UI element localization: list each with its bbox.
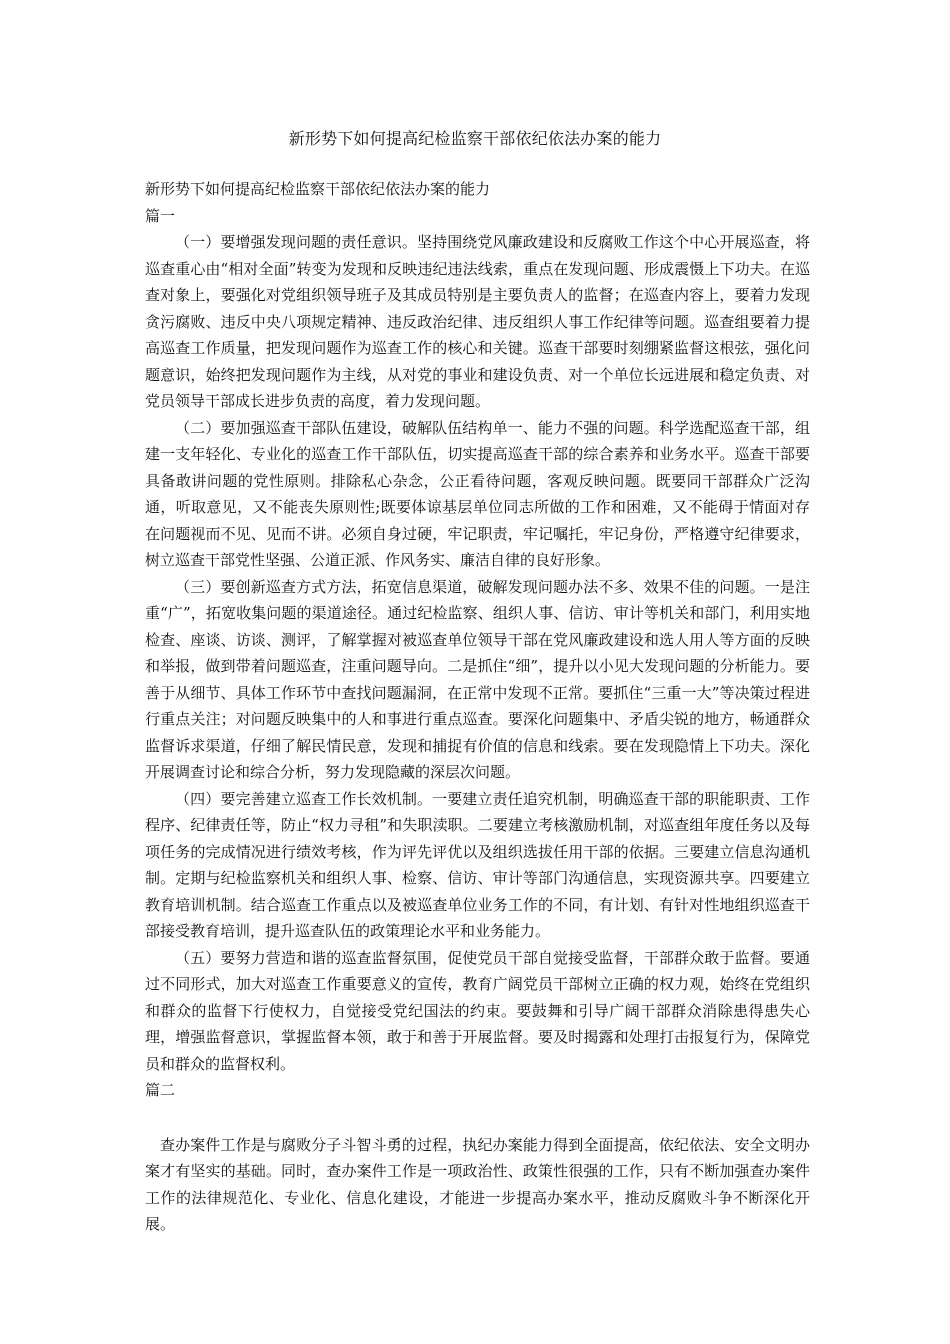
document-title: 新形势下如何提高纪检监察干部依纪依法办案的能力 [288,129,662,148]
paragraph-6: 查办案件工作是与腐败分子斗智斗勇的过程，执纪办案能力得到全面提高，依纪依法、安全文明办案才有坚实的基础。同时，查办案件工作是一项政治性、政策性很强的工作，只有不断加强查办案件工作的法律规范化、专业化、信息化建设，才能进一步提高办案水平，推动反腐败斗争不断深化开展。 [145,1135,810,1233]
paragraph-1: （一）要增强发现问题的责任意识。坚持围绕党风廉政建设和反腐败工作这个中心开展巡查，将巡查重心由“相对全面”转变为发现和反映违纪违法线索，重点在发现问题、形成震慑上下功夫。在巡查对象上，要强化对党组织领导班子及其成员特别是主要负责人的监督；在巡查内容上，要着力发现贪污腐败、违反中央八项规定精神、违反政治纪律、违反组织人事工作纪律等问题。巡查组要着力提高巡查工作质量，把发现问题作为巡查工作的核心和关键。巡查干部要时刻绷紧监督这根弦，强化问题意识，始终把发现问题作为主线，从对党的事业和建设负责、对一个单位长远进展和稳定负责、对党员领导干部成长进步负责的高度，着力发现问题。 [145,233,810,410]
section-gap [145,1104,810,1132]
paragraph-3: （三）要创新巡查方式方法，拓宽信息渠道，破解发现问题办法不多、效果不佳的问题。一是注重“广”，拓宽收集问题的渠道途径。通过纪检监察、组织人事、信访、审计等机关和部门，利用实地检查、座谈、访谈、测评，了解掌握对被巡查单位领导干部在党风廉政建设和选人用人等方面的反映和举报，做到带着问题巡查，注重问题导向。二是抓住“细”，提升以小见大发现问题的分析能力。要善于从细节、具体工作环节中查找问题漏洞，在正常中发现不正常。要抓住“三重一大”等决策过程进行重点关注；对问题反映集中的人和事进行重点巡查。要深化问题集中、矛盾尖锐的地方，畅通群众监督诉求渠道，仔细了解民情民意，发现和捕捉有价值的信息和线索。要在发现隐情上下功夫。深化开展调查讨论和综合分析，努力发现隐藏的深层次问题。 [145,577,810,781]
section-heading-1: 篇一 [145,206,176,225]
paragraph-4: （四）要完善建立巡查工作长效机制。一要建立责任追究机制，明确巡查干部的职能职责、工作程序、纪律责任等，防止“权力寻租”和失职渎职。二要建立考核激励机制，对巡查组年度任务以及每项任务的完成情况进行绩效考核，作为评先评优以及组织选拔任用干部的依据。三要建立信息沟通机制。定期与纪检监察机关和组织人事、检察、信访、审计等部门沟通信息，实现资源共享。四要建立教育培训机制。结合巡查工作重点以及被巡查单位业务工作的不同，有计划、有针对性地组织巡查干部接受教育培训，提升巡查队伍的政策理论水平和业务能力。 [145,789,810,940]
document-subtitle: 新形势下如何提高纪检监察干部依纪依法办案的能力 [145,180,491,198]
paragraph-2: （二）要加强巡查干部队伍建设，破解队伍结构单一、能力不强的问题。科学选配巡查干部，组建一支年轻化、专业化的巡查工作干部队伍，切实提高巡查干部的综合素养和业务水平。巡查干部要具备敢讲问题的党性原则。排除私心杂念，公正看待问题，客观反映问题。既要同干部群众广泛沟通，听取意见，又不能丧失原则性;既要体谅基层单位同志所做的工作和困难，又不能碍于情面对存在问题视而不见、见而不讲。必须自身过硬，牢记职责，牢记嘱托，牢记身份，严格遵守纪律要求，树立巡查干部党性坚强、公道正派、作风务实、廉洁自律的良好形象。 [145,418,810,569]
section-heading-2: 篇二 [145,1081,176,1099]
paragraph-5: （五）要努力营造和谐的巡查监督氛围，促使党员干部自觉接受监督，干部群众敢于监督。要通过不同形式，加大对巡查工作重要意义的宣传，教育广阔党员干部树立正确的权力观，始终在党组织和群众的监督下行使权力，自觉接受党纪国法的约束。要鼓舞和引导广阔干部群众消除患得患失心理，增强监督意识，掌握监督本领，敢于和善于开展监督。要及时揭露和处理打击报复行为，保障党员和群众的监督权利。 [145,948,810,1073]
document-body [145,176,810,1238]
